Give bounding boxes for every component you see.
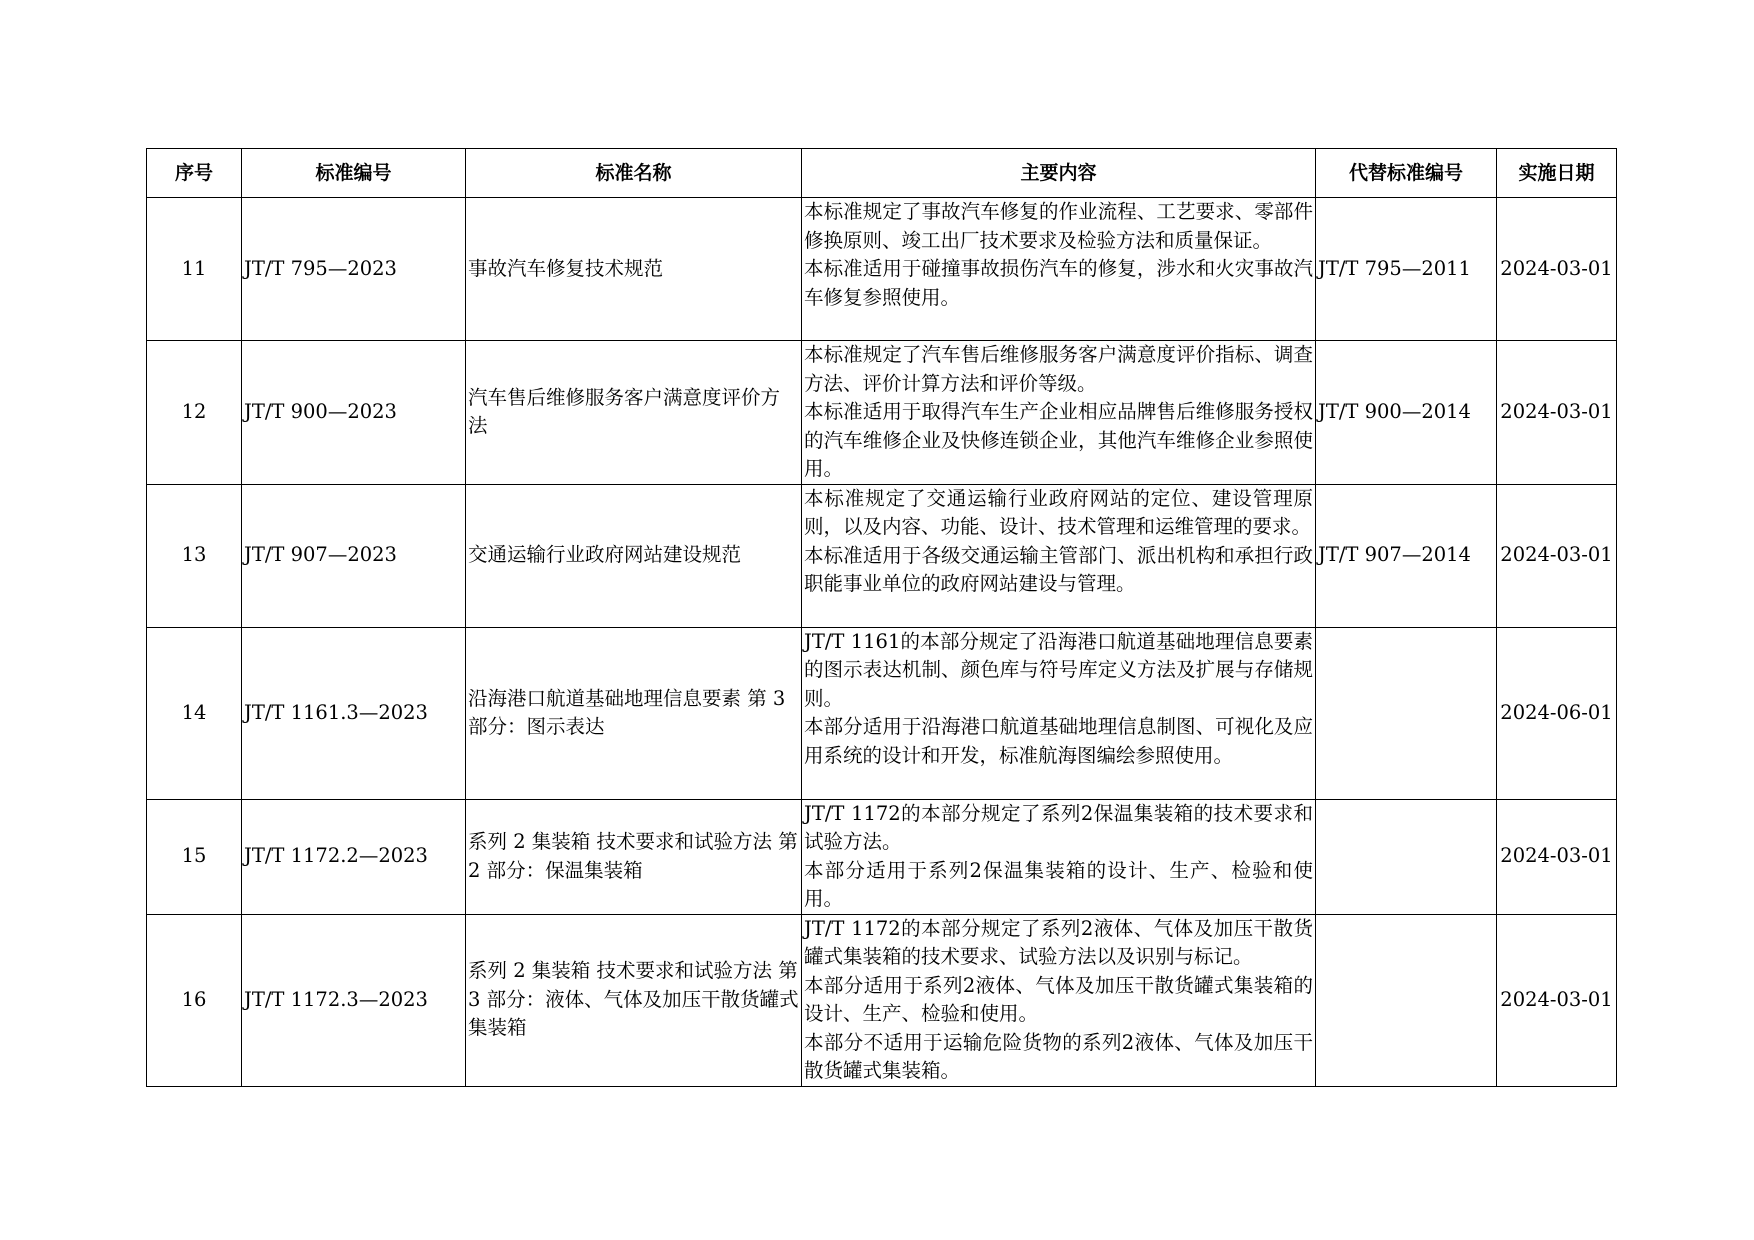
main-content-cell	[802, 341, 1316, 485]
header-effective-date: 实施日期	[1497, 149, 1617, 198]
content-paragraph: 本部分适用于沿海港口航道基础地理信息制图、可视化及应用系统的设计和开发，标准航海图编绘参照使用。	[804, 715, 1313, 767]
standard-code-cell: JT/T 795—2023	[242, 198, 466, 341]
effective-date-cell: 2024-03-01	[1497, 914, 1617, 1086]
header-row	[147, 149, 1617, 198]
effective-date-cell: 2024-03-01	[1497, 198, 1617, 341]
content-paragraph: 本标准适用于各级交通运输主管部门、派出机构和承担行政职能事业单位的政府网站建设与管理。	[804, 543, 1313, 595]
replaced-standard-cell	[1316, 627, 1497, 799]
serial-number-cell: 14	[147, 627, 242, 799]
standard-code-cell: JT/T 1172.2—2023	[242, 799, 466, 914]
table-row	[147, 627, 1617, 799]
standard-name-cell: 交通运输行业政府网站建设规范	[466, 484, 802, 627]
header-standard-code: 标准编号	[242, 149, 466, 198]
table-row	[147, 341, 1617, 485]
standard-name-cell: 沿海港口航道基础地理信息要素 第 3 部分：图示表达	[466, 627, 802, 799]
standard-code-cell: JT/T 907—2023	[242, 484, 466, 627]
content-paragraph: 本部分适用于系列2保温集装箱的设计、生产、检验和使用。	[804, 858, 1313, 910]
header-replaced-standard: 代替标准编号	[1316, 149, 1497, 198]
table-row	[147, 914, 1617, 1086]
main-content-cell	[802, 914, 1316, 1086]
content-paragraph: 本标准适用于取得汽车生产企业相应品牌售后维修服务授权的汽车维修企业及快修连锁企业，其他汽车维修企业参照使用。	[804, 400, 1313, 480]
effective-date-cell: 2024-03-01	[1497, 484, 1617, 627]
replaced-standard-cell	[1316, 914, 1497, 1086]
serial-number-cell: 15	[147, 799, 242, 914]
header-serial-number: 序号	[147, 149, 242, 198]
content-paragraph: 本标准适用于碰撞事故损伤汽车的修复，涉水和火灾事故汽车修复参照使用。	[804, 257, 1313, 309]
main-content-cell	[802, 627, 1316, 799]
main-content-cell	[802, 198, 1316, 341]
standard-name-cell: 汽车售后维修服务客户满意度评价方法	[466, 341, 802, 485]
standard-code-cell: JT/T 1161.3—2023	[242, 627, 466, 799]
replaced-standard-cell: JT/T 900—2014	[1316, 341, 1497, 485]
content-paragraph: 本标准规定了事故汽车修复的作业流程、工艺要求、零部件修换原则、竣工出厂技术要求及检验方法和质量保证。	[804, 200, 1313, 252]
standard-name-cell: 系列 2 集装箱 技术要求和试验方法 第 2 部分：保温集装箱	[466, 799, 802, 914]
table-row	[147, 484, 1617, 627]
table-body	[147, 198, 1617, 1087]
standard-name-cell: 系列 2 集装箱 技术要求和试验方法 第 3 部分：液体、气体及加压干散货罐式集装箱	[466, 914, 802, 1086]
standard-code-cell: JT/T 1172.3—2023	[242, 914, 466, 1086]
header-standard-name: 标准名称	[466, 149, 802, 198]
effective-date-cell: 2024-03-01	[1497, 341, 1617, 485]
standards-table	[146, 148, 1617, 1087]
effective-date-cell: 2024-03-01	[1497, 799, 1617, 914]
effective-date-cell: 2024-06-01	[1497, 627, 1617, 799]
table-row	[147, 799, 1617, 914]
content-paragraph: 本部分不适用于运输危险货物的系列2液体、气体及加压干散货罐式集装箱。	[804, 1030, 1313, 1082]
standard-name-cell: 事故汽车修复技术规范	[466, 198, 802, 341]
replaced-standard-cell: JT/T 907—2014	[1316, 484, 1497, 627]
standard-code-cell: JT/T 900—2023	[242, 341, 466, 485]
table-header	[147, 149, 1617, 198]
replaced-standard-cell: JT/T 795—2011	[1316, 198, 1497, 341]
content-paragraph: JT/T 1172的本部分规定了系列2保温集装箱的技术要求和试验方法。	[804, 801, 1313, 853]
main-content-cell	[802, 799, 1316, 914]
serial-number-cell: 16	[147, 914, 242, 1086]
content-paragraph: 本标准规定了交通运输行业政府网站的定位、建设管理原则，以及内容、功能、设计、技术管理和运维管理的要求。	[804, 486, 1313, 538]
header-main-content: 主要内容	[802, 149, 1316, 198]
serial-number-cell: 12	[147, 341, 242, 485]
main-content-cell	[802, 484, 1316, 627]
replaced-standard-cell	[1316, 799, 1497, 914]
content-paragraph: 本标准规定了汽车售后维修服务客户满意度评价指标、调查方法、评价计算方法和评价等级。	[804, 343, 1313, 395]
serial-number-cell: 13	[147, 484, 242, 627]
content-paragraph: 本部分适用于系列2液体、气体及加压干散货罐式集装箱的设计、生产、检验和使用。	[804, 973, 1313, 1025]
content-paragraph: JT/T 1161的本部分规定了沿海港口航道基础地理信息要素的图示表达机制、颜色库与符号库定义方法及扩展与存储规则。	[804, 629, 1313, 710]
serial-number-cell: 11	[147, 198, 242, 341]
content-paragraph: JT/T 1172的本部分规定了系列2液体、气体及加压干散货罐式集装箱的技术要求、试验方法以及识别与标记。	[804, 916, 1313, 968]
table-row	[147, 198, 1617, 341]
